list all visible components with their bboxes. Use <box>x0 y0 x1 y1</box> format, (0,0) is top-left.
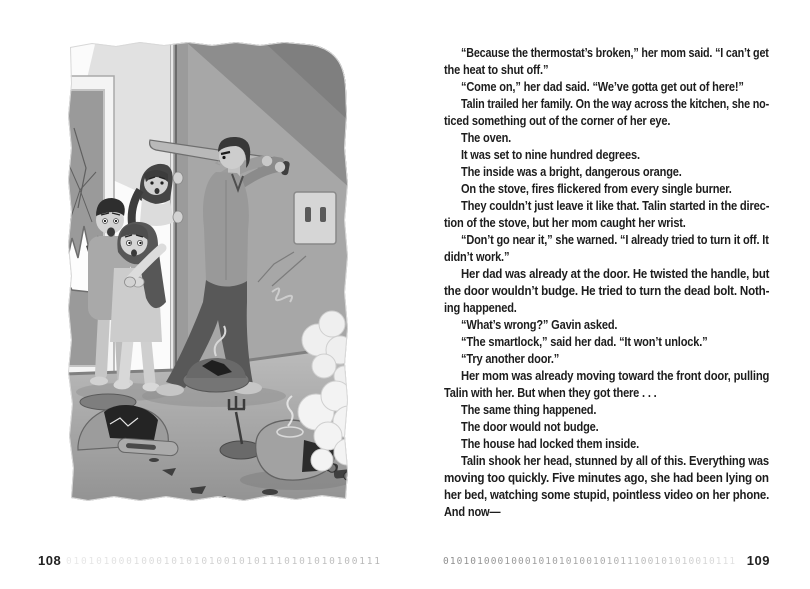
text-line: the door wouldn’t budge. He tried to turn the dead bolt. Noth- <box>444 283 770 298</box>
text-line: tion of the stove, but her mom caught her wrist. <box>444 215 686 230</box>
text-line: didn’t work.” <box>444 249 510 264</box>
text-line: moving too quickly. Five minutes ago, she had been lying on <box>444 470 769 485</box>
illustration-svg <box>66 40 352 505</box>
text-line: The inside was a bright, dangerous orange. <box>461 164 682 179</box>
story-text-column <box>444 44 769 520</box>
text-line: It was set to nine hundred degrees. <box>461 147 640 162</box>
text-line: And now— <box>444 504 501 519</box>
text-line: “The smartlock,” said her dad. “It won’t unlock.” <box>461 334 708 349</box>
text-line: The door would not budge. <box>461 419 599 434</box>
binary-footer-left: 010101000100010101010010101110101010100111 <box>66 556 382 567</box>
text-line: “What’s wrong?” Gavin asked. <box>461 317 618 332</box>
binary-footer-right: 0101010001000101010100101011100101010010111 <box>443 556 737 567</box>
text-line: Her mom was already moving toward the front door, pulling <box>461 368 770 383</box>
story-illustration <box>66 40 352 505</box>
text-line: Talin trailed her family. On the way across the kitchen, she no- <box>461 96 770 111</box>
text-line: Her dad was already at the door. He twisted the handle, but <box>461 266 770 281</box>
text-line: The same thing happened. <box>461 402 597 417</box>
text-line: “Come on,” her dad said. “We’ve gotta get out of here!” <box>461 79 744 94</box>
text-line: The house had locked them inside. <box>461 436 639 451</box>
text-line: They couldn’t just leave it like that. Talin started in the direc- <box>461 198 770 213</box>
text-line: the heat to shut off.” <box>444 62 549 77</box>
light-switch <box>294 192 336 244</box>
text-line: The oven. <box>461 130 512 145</box>
text-line: “Don’t go near it,” she warned. “I already tried to turn it off. It <box>461 232 769 247</box>
text-line: ticed something out of the corner of her eye. <box>444 113 671 128</box>
wall-corner <box>170 40 188 374</box>
text-line: her bed, watching some stupid, pointless video on her phone. <box>444 487 770 502</box>
text-line: “Try another door.” <box>461 351 560 366</box>
page-number-left: 108 <box>38 553 62 568</box>
text-line: “Because the thermostat’s broken,” her mom said. “I can’t get <box>461 45 769 60</box>
text-line: On the stove, fires flickered from every single burner. <box>461 181 732 196</box>
text-line: ing happened. <box>444 300 517 315</box>
page-number-right: 109 <box>746 553 770 568</box>
text-line: Talin with her. But when they got there . . . <box>444 385 657 400</box>
text-line: Talin shook her head, stunned by all of this. Everything was <box>461 453 769 468</box>
